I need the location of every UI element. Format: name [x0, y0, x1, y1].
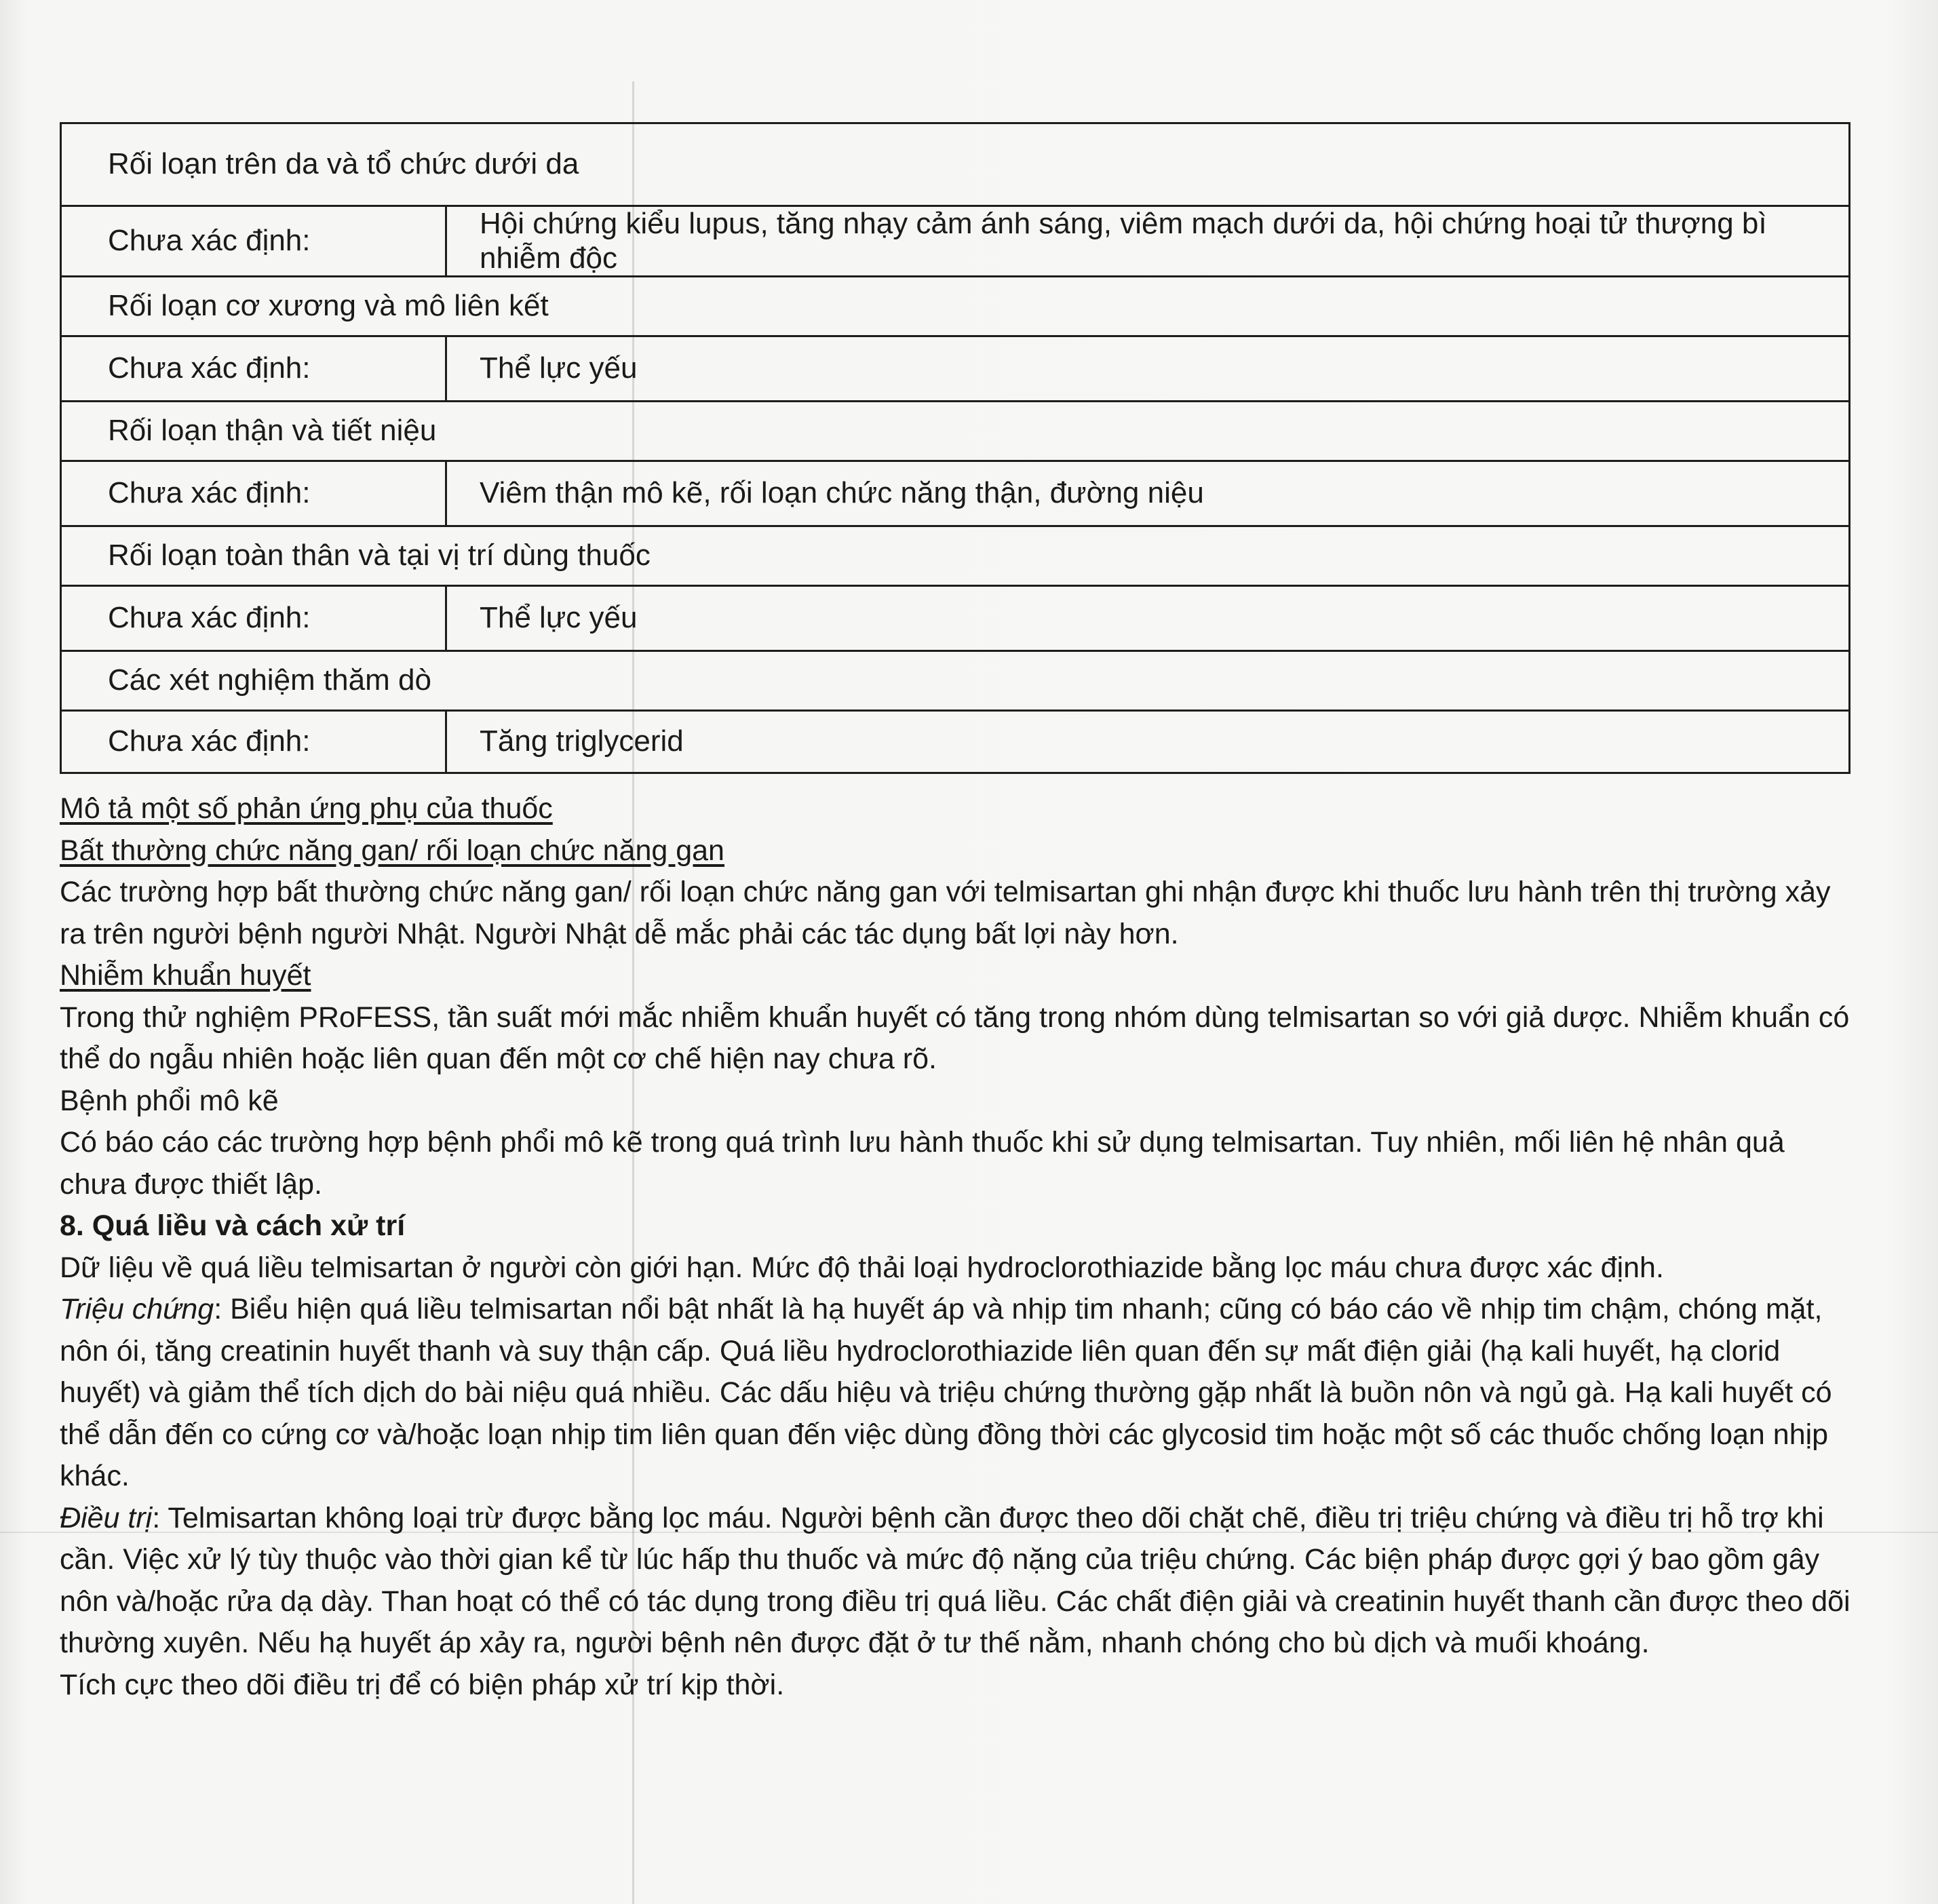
- paragraph-sepsis: Trong thử nghiệm PRoFESS, tần suất mới mắc nhiễm khuẩn huyết có tăng trong nhóm dùng telmisartan so với giả dược. Nhiễm khuẩn có thể do ngẫu nhiên hoặc liên quan đến một cơ chế hiện nay chưa rõ.: [60, 1000, 1850, 1075]
- paragraph-liver: Các trường hợp bất thường chức năng gan/ rối loạn chức năng gan với telmisartan ghi nhận được khi thuốc lưu hành trên thị trường xảy ra trên người bệnh người Nhật. Người Nhật dễ mắc phải các tác dụng bất lợi này hơn.: [60, 876, 1831, 950]
- paragraph-symptoms: [60, 1289, 1850, 1498]
- table-row: [61, 651, 1850, 711]
- treatment-text: : Telmisartan không loại trừ được bằng lọc máu. Người bệnh cần được theo dõi chặt chẽ, điều trị triệu chứng và điều trị hỗ trợ khi cần. Việc xử lý tùy thuộc vào thời gian kể từ lúc hấp thu thuốc và mức độ nặng của triệu chứng. Các biện pháp được gợi ý bao gồm gây nôn và/hoặc rửa dạ dày. Than hoạt có thể có tác dụng trong điều trị quá liều. Các chất điện giải và creatinin huyết thanh cần được theo dõi thường xuyên. Nếu hạ huyết áp xảy ra, người bệnh nên được đặt ở tư thế nằm, nhanh chóng cho bù dịch và muối khoáng.: [60, 1501, 1850, 1659]
- effect-value: Thể lực yếu: [446, 586, 1850, 651]
- organ-class-header: Các xét nghiệm thăm dò: [61, 651, 1850, 711]
- frequency-label: Chưa xác định:: [61, 206, 446, 277]
- frequency-label: Chưa xác định:: [61, 461, 446, 526]
- table-row: [61, 277, 1850, 336]
- effect-value: Hội chứng kiểu lupus, tăng nhạy cảm ánh sáng, viêm mạch dưới da, hội chứng hoại tử thượng bì nhiễm độc: [446, 206, 1850, 277]
- table-row: [61, 123, 1850, 206]
- effect-value: Tăng triglycerid: [446, 711, 1850, 773]
- symptoms-label: Triệu chứng: [60, 1293, 214, 1325]
- subsection-title-lung: Bệnh phổi mô kẽ: [60, 1084, 279, 1117]
- frequency-label: Chưa xác định:: [61, 586, 446, 651]
- effect-value: Viêm thận mô kẽ, rối loạn chức năng thận, đường niệu: [446, 461, 1850, 526]
- frequency-label: Chưa xác định:: [61, 336, 446, 402]
- subsection-title-sepsis: Nhiễm khuẩn huyết: [60, 959, 311, 992]
- document-body: [60, 788, 1850, 1706]
- paragraph-lung: Có báo cáo các trường hợp bệnh phổi mô kẽ trong quá trình lưu hành thuốc khi sử dụng telmisartan. Tuy nhiên, mối liên hệ nhân quả chưa được thiết lập.: [60, 1126, 1785, 1201]
- frequency-label: Chưa xác định:: [61, 711, 446, 773]
- symptoms-text: : Biểu hiện quá liều telmisartan nổi bật nhất là hạ huyết áp và nhịp tim nhanh; cũng có báo cáo về nhịp tim chậm, chóng mặt, nôn ói, tăng creatinin huyết thanh và suy thận cấp. Quá liều hydroclorothiazide liên quan đến sự mất điện giải (hạ kali huyết, hạ clorid huyết) và giảm thể tích dịch do bài niệu quá nhiều. Các dấu hiệu và triệu chứng thường gặp nhất là buồn nôn và ngủ gà. Hạ kali huyết có thể dẫn đến co cứng cơ và/hoặc loạn nhịp tim liên quan đến việc dùng đồng thời các glycosid tim hoặc một số các thuốc chống loạn nhịp khác.: [60, 1293, 1832, 1492]
- table-row: [61, 336, 1850, 402]
- section-heading-overdose: 8. Quá liều và cách xử trí: [60, 1209, 406, 1242]
- paragraph-closing: Tích cực theo dõi điều trị để có biện pháp xử trí kịp thời.: [60, 1668, 785, 1701]
- subsection-title-liver: Bất thường chức năng gan/ rối loạn chức năng gan: [60, 834, 724, 867]
- table-row: [61, 711, 1850, 773]
- table-row: [61, 461, 1850, 526]
- table-row: [61, 586, 1850, 651]
- paragraph-treatment: [60, 1498, 1850, 1665]
- section-title-adverse-description: Mô tả một số phản ứng phụ của thuốc: [60, 792, 553, 825]
- adverse-effects-table: [60, 122, 1850, 774]
- organ-class-header: Rối loạn toàn thân và tại vị trí dùng thuốc: [61, 526, 1850, 586]
- organ-class-header: Rối loạn cơ xương và mô liên kết: [61, 277, 1850, 336]
- organ-class-header: Rối loạn trên da và tổ chức dưới da: [61, 123, 1850, 206]
- paragraph-overdose-intro: Dữ liệu về quá liều telmisartan ở người còn giới hạn. Mức độ thải loại hydroclorothiazide bằng lọc máu chưa được xác định.: [60, 1251, 1664, 1284]
- organ-class-header: Rối loạn thận và tiết niệu: [61, 402, 1850, 461]
- treatment-label: Điều trị: [60, 1501, 153, 1534]
- table-row: [61, 402, 1850, 461]
- effect-value: Thể lực yếu: [446, 336, 1850, 402]
- table-row: [61, 526, 1850, 586]
- table-row: [61, 206, 1850, 277]
